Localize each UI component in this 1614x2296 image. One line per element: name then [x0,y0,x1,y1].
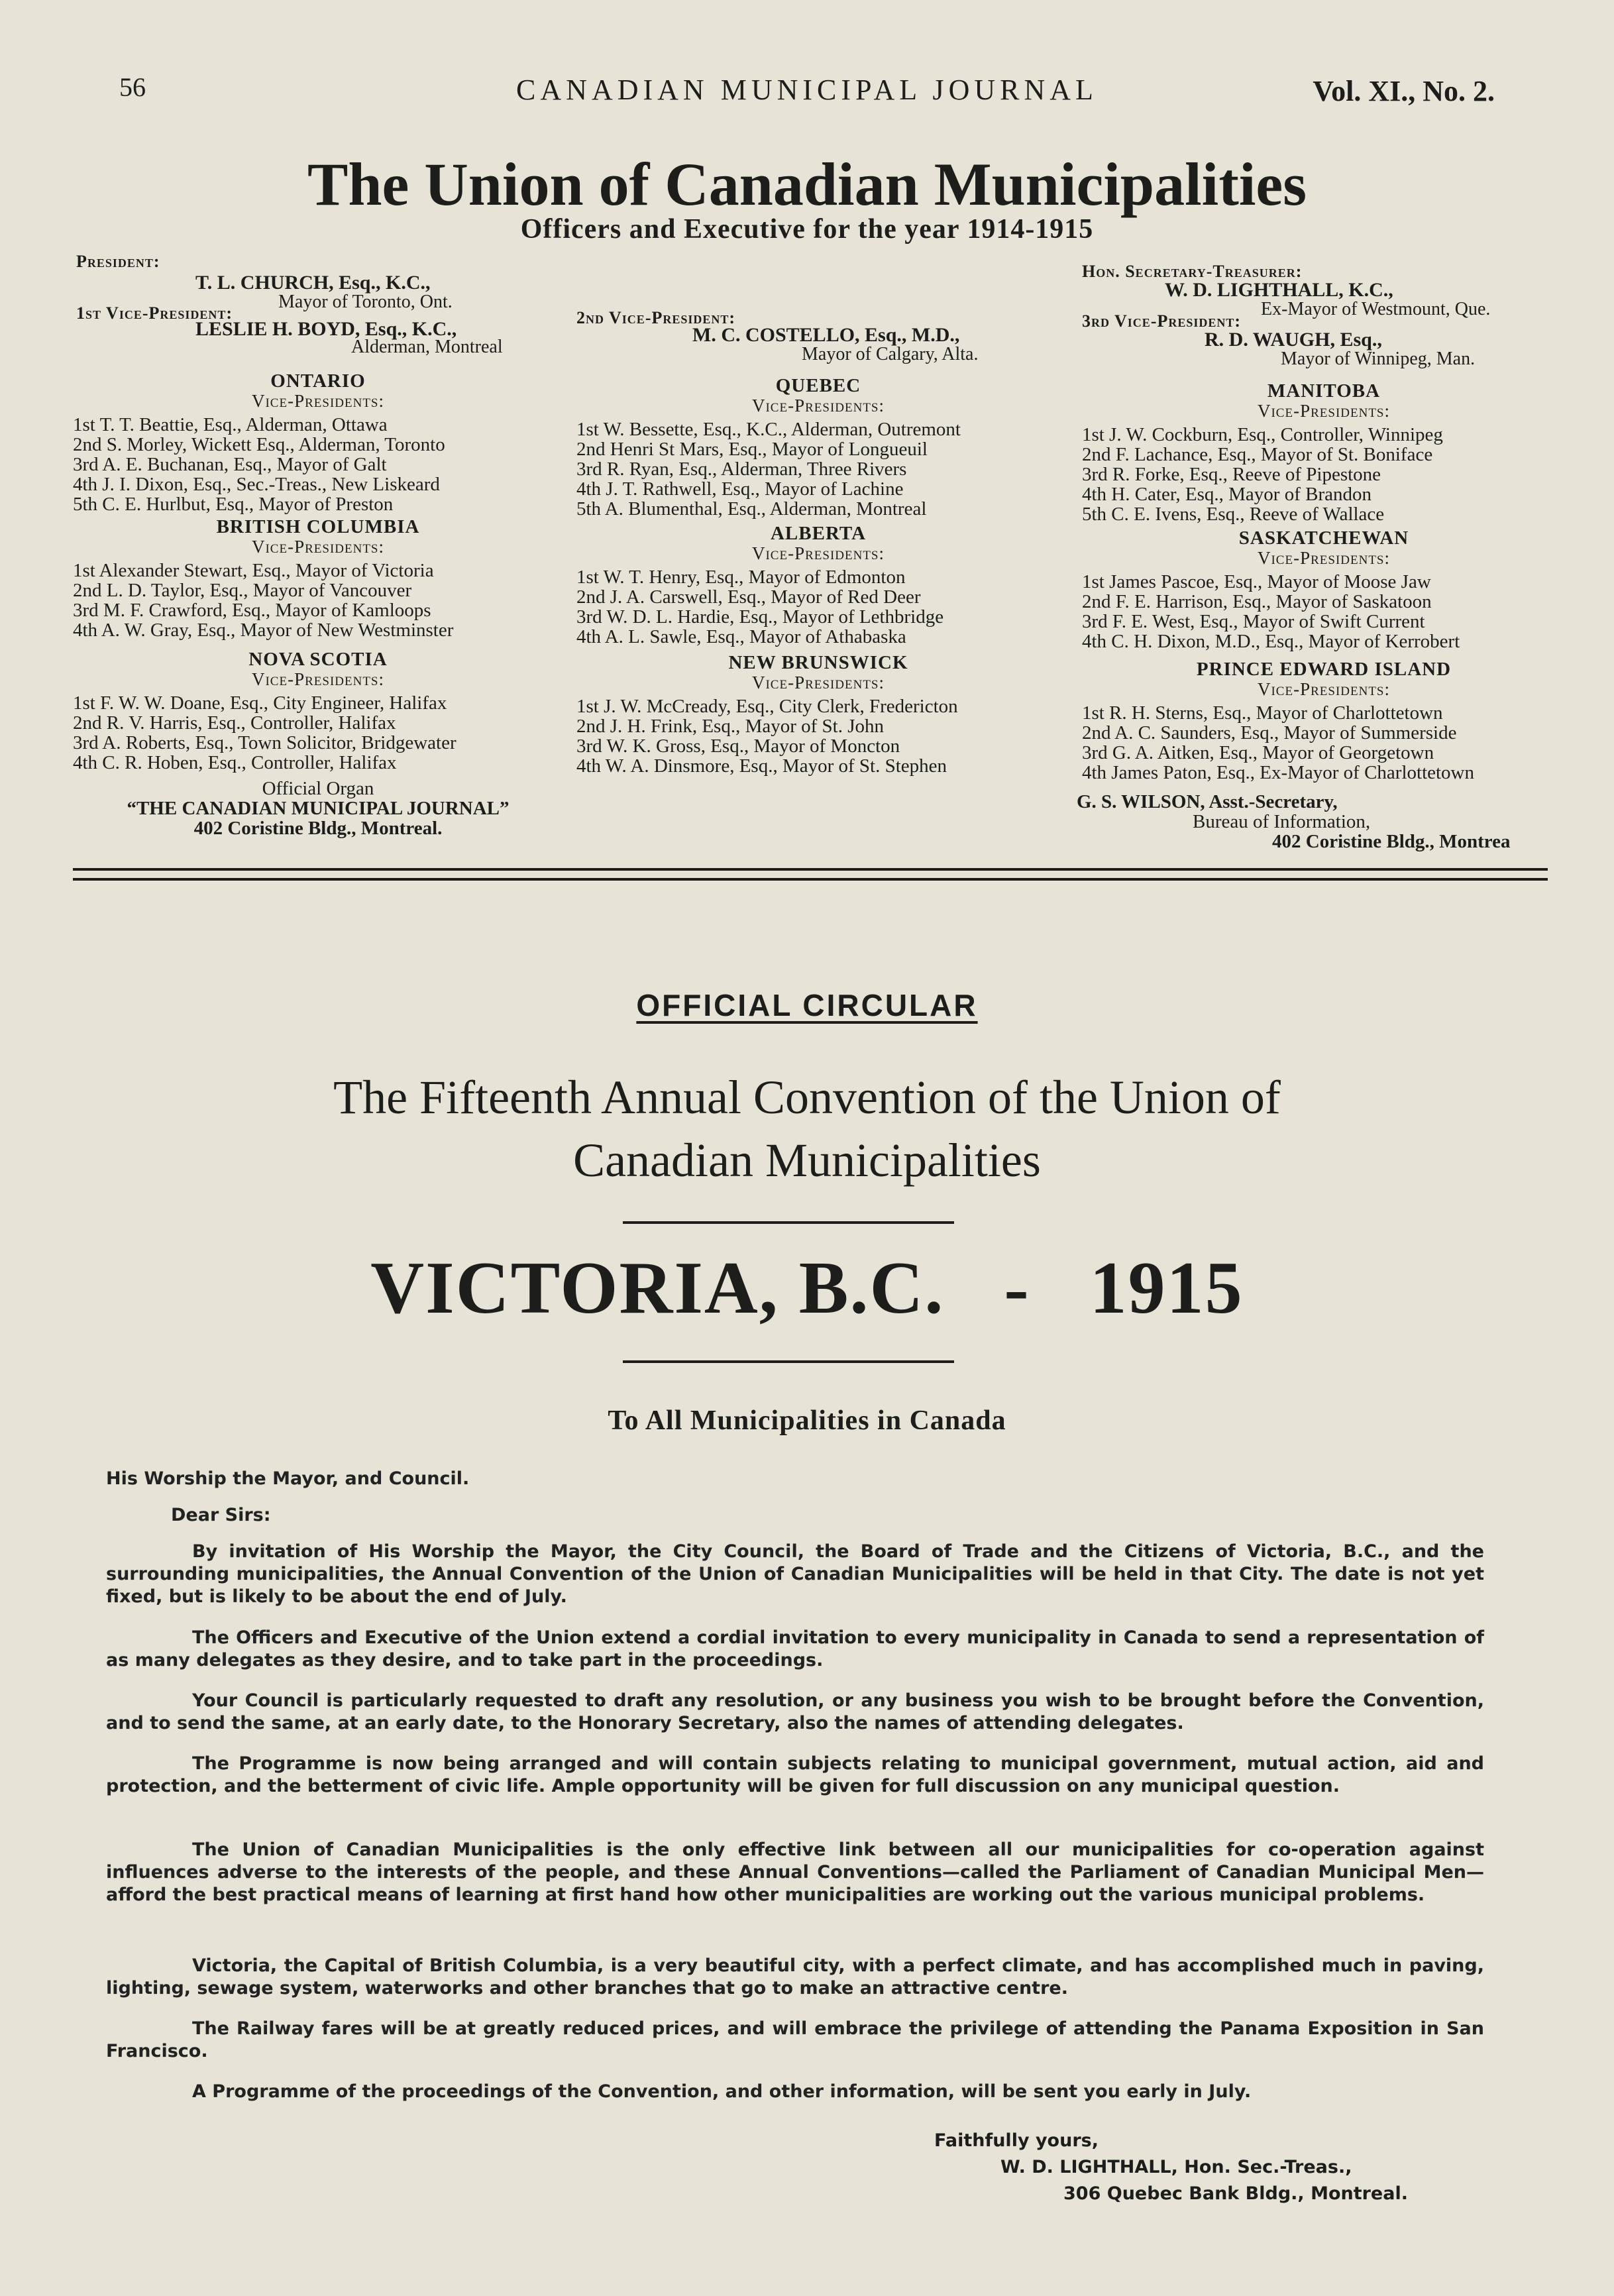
list-item: 4th C. R. Hoben, Esq., Controller, Halifax [73,752,397,773]
province-saskatchewan [1082,528,1566,651]
letter-paragraph: A Programme of the proceedings of the Convention, and other information, will be sent you early in July. [192,2081,1252,2102]
president-title: Mayor of Toronto, Ont. [278,292,453,312]
list-item: 2nd F. Lachance, Esq., Mayor of St. Boniface [1082,444,1433,465]
list-item: 1st R. H. Sterns, Esq., Mayor of Charlottetown [1082,702,1443,724]
organ-name: “THE CANADIAN MUNICIPAL JOURNAL” [127,798,510,819]
president-name: T. L. CHURCH, Esq., K.C., [195,272,431,294]
province-name: SASKATCHEWAN [1238,527,1409,549]
vice-presidents-heading: Vice-Presidents: [1257,401,1390,421]
list-item: 4th James Paton, Esq., Ex-Mayor of Charlottetown [1082,762,1474,783]
province-name: ALBERTA [770,523,867,544]
vice-presidents-heading: Vice-Presidents: [1257,679,1390,699]
official-organ [73,779,563,838]
list-item: 3rd A. Roberts, Esq., Town Solicitor, Bridgewater [73,732,457,753]
vp3-name: R. D. WAUGH, Esq., [1205,329,1382,351]
page-title: The Union of Canadian Municipalities [307,150,1307,218]
vp3-title: Mayor of Winnipeg, Man. [1281,349,1476,369]
province-name: QUEBEC [775,375,861,396]
list-item: 1st T. T. Beattie, Esq., Alderman, Ottawa [73,414,388,435]
vice-presidents-heading: Vice-Presidents: [251,391,384,411]
vp1-block [76,303,503,358]
secretary-name: W. D. LIGHTHALL, K.C., [1165,279,1393,301]
list-item: 1st J. W. Cockburn, Esq., Controller, Winnipeg [1082,424,1443,445]
list-item: 1st W. T. Henry, Esq., Mayor of Edmonton [576,567,906,588]
divider-rule [623,1360,954,1363]
vice-presidents-heading: Vice-Presidents: [251,537,384,557]
list-item: 1st F. W. W. Doane, Esq., City Engineer, Halifax [73,692,447,714]
province-bc [73,517,563,640]
vp2-block [576,308,978,365]
letter-paragraph: By invitation of His Worship the Mayor, the City Council, the Board of Trade and the Citizens of Victoria, B.C., and the surrounding municipalities, the Annual Convention of the Union of Canadian Municipalities will be held in that City. The date is not yet fixed, but is likely to be about the end of July. [106,1541,1484,1607]
place-year: VICTORIA, B.C. - 1915 [370,1247,1244,1329]
salutation-greeting: Dear Sirs: [171,1505,271,1525]
signer-name: W. D. LIGHTHALL, Hon. Sec.-Treas., [1000,2157,1352,2177]
secretary-label: Hon. Secretary-Treasurer: [1082,262,1303,281]
wilson-bureau: Bureau of Information, [1193,811,1371,832]
wilson-block [1077,792,1560,851]
vp1-title: Alderman, Montreal [351,337,503,357]
letter-paragraph: The Officers and Executive of the Union extend a cordial invitation to every municipality in Canada to send a representation of as many delegates as they desire, and to take part in the proceedings. [106,1627,1484,1670]
province-pei [1082,659,1566,783]
list-item: 4th A. L. Sawle, Esq., Mayor of Athabaska [576,626,906,647]
organ-address: 402 Coristine Bldg., Montreal. [193,818,443,839]
province-name: NOVA SCOTIA [248,649,388,670]
province-nb [576,653,1060,776]
addressee-heading: To All Municipalities in Canada [608,1405,1006,1436]
list-item: 3rd W. D. L. Hardie, Esq., Mayor of Lethbridge [576,606,944,628]
wilson-address: 402 Coristine Bldg., Montrea [1272,831,1511,852]
vice-presidents-heading: Vice-Presidents: [751,396,885,415]
list-item: 4th J. I. Dixon, Esq., Sec.-Treas., New Liskeard [73,474,440,495]
list-item: 1st J. W. McCready, Esq., City Clerk, Fredericton [576,696,958,717]
list-item: 4th W. A. Dinsmore, Esq., Mayor of St. Stephen [576,755,947,777]
vice-presidents-heading: Vice-Presidents: [751,543,885,563]
convention-title-line1: The Fifteenth Annual Convention of the Union of [333,1071,1281,1124]
list-item: 3rd R. Ryan, Esq., Alderman, Three Rivers [576,459,907,480]
list-item: 3rd W. K. Gross, Esq., Mayor of Moncton [576,736,900,757]
list-item: 1st James Pascoe, Esq., Mayor of Moose Jaw [1082,571,1431,592]
vp2-title: Mayor of Calgary, Alta. [802,344,979,364]
vice-presidents-heading: Vice-Presidents: [251,669,384,689]
list-item: 4th H. Cater, Esq., Mayor of Brandon [1082,484,1372,505]
province-manitoba [1082,381,1566,524]
president-label: President: [76,252,160,271]
province-ontario [73,371,563,514]
salutation-line: His Worship the Mayor, and Council. [106,1468,470,1489]
list-item: 5th C. E. Ivens, Esq., Reeve of Wallace [1082,504,1385,525]
divider-rule [623,1221,954,1224]
vp1-label: 1st Vice-President: [76,303,233,323]
list-item: 3rd F. E. West, Esq., Mayor of Swift Current [1082,611,1425,632]
page-subtitle: Officers and Executive for the year 1914-1915 [520,214,1094,245]
list-item: 1st Alexander Stewart, Esq., Mayor of Victoria [73,560,434,581]
list-item: 3rd M. F. Crawford, Esq., Mayor of Kamloops [73,600,431,621]
wilson-name: G. S. WILSON, Asst.-Secretary, [1077,791,1338,812]
list-item: 4th A. W. Gray, Esq., Mayor of New Westminster [73,620,454,641]
letter-paragraph: Victoria, the Capital of British Columbia, is a very beautiful city, with a perfect climate, and has accomplished much in paving, lighting, sewage system, waterworks and other branches that go to make an attractive centre. [106,1955,1484,1998]
list-item: 4th J. T. Rathwell, Esq., Mayor of Lachine [576,478,904,500]
vp2-name: M. C. COSTELLO, Esq., M.D., [692,324,960,346]
page-number: 56 [119,72,146,102]
convention-title-line2: Canadian Municipalities [573,1134,1041,1187]
secretary-title: Ex-Mayor of Westmount, Que. [1261,299,1491,319]
vp1-name: LESLIE H. BOYD, Esq., K.C., [195,318,457,340]
province-alberta [576,523,1060,647]
list-item: 3rd G. A. Aitken, Esq., Mayor of Georgetown [1082,742,1434,763]
list-item: 5th A. Blumenthal, Esq., Alderman, Montreal [576,498,927,519]
province-quebec [576,376,1060,519]
vp3-label: 3rd Vice-President: [1082,311,1242,331]
vice-presidents-heading: Vice-Presidents: [751,673,885,692]
vp3-block [1082,311,1475,370]
list-item: 3rd R. Forke, Esq., Reeve of Pipestone [1082,464,1381,485]
province-name: NEW BRUNSWICK [728,652,908,673]
list-item: 2nd J. H. Frink, Esq., Mayor of St. John [576,716,885,737]
province-name: MANITOBA [1267,380,1381,402]
closing: Faithfully yours, [934,2130,1099,2151]
volume-number: Vol. XI., No. 2. [1313,75,1495,107]
province-name: BRITISH COLUMBIA [216,516,420,537]
signer-address: 306 Quebec Bank Bldg., Montreal. [1063,2183,1408,2204]
province-name: PRINCE EDWARD ISLAND [1196,659,1452,680]
list-item: 1st W. Bessette, Esq., K.C., Alderman, Outremont [576,419,961,440]
list-item: 2nd F. E. Harrison, Esq., Mayor of Saskatoon [1082,591,1432,612]
list-item: 4th C. H. Dixon, M.D., Esq., Mayor of Kerrobert [1082,631,1460,652]
letter-paragraph: The Railway fares will be at greatly reduced prices, and will embrace the privilege of attending the Panama Exposition in San Francisco. [106,2018,1484,2061]
list-item: 2nd L. D. Taylor, Esq., Mayor of Vancouver [73,580,412,601]
list-item: 5th C. E. Hurlbut, Esq., Mayor of Preston [73,494,394,515]
divider-rule [73,868,1548,871]
journal-name: CANADIAN MUNICIPAL JOURNAL [516,74,1098,106]
list-item: 3rd A. E. Buchanan, Esq., Mayor of Galt [73,454,387,475]
vice-presidents-heading: Vice-Presidents: [1257,548,1390,568]
organ-label: Official Organ [262,778,374,799]
letter-paragraph: The Programme is now being arranged and will contain subjects relating to municipal government, mutual action, aid and protection, and the betterment of civic life. Ample opportunity will be given for full discussion on any municipal question. [106,1753,1484,1796]
circular-heading: OFFICIAL CIRCULAR [636,988,978,1022]
list-item: 2nd A. C. Saunders, Esq., Mayor of Summerside [1082,722,1457,743]
province-ns [73,649,563,773]
list-item: 2nd J. A. Carswell, Esq., Mayor of Red Deer [576,586,921,608]
divider-rule [73,878,1548,881]
list-item: 2nd S. Morley, Wickett Esq., Alderman, Toronto [73,434,445,455]
vp2-label: 2nd Vice-President: [576,308,736,327]
list-item: 2nd Henri St Mars, Esq., Mayor of Longueuil [576,439,928,460]
province-name: ONTARIO [270,370,366,392]
letter-paragraph: Your Council is particularly requested to draft any resolution, or any business you wish to be brought before the Convention, and to send the same, at an early date, to the Honorary Secretary, also the names of attending delegates. [106,1690,1484,1733]
letter-paragraph: The Union of Canadian Municipalities is the only effective link between all our municipalities for co-operation against influences adverse to the interests of the people, and these Annual Conventions—called the Parliament of Canadian Municipal Men—afford the best practical means of learning at first hand how other municipalities are working out the various municipal problems. [106,1839,1484,1905]
list-item: 2nd R. V. Harris, Esq., Controller, Halifax [73,712,396,734]
